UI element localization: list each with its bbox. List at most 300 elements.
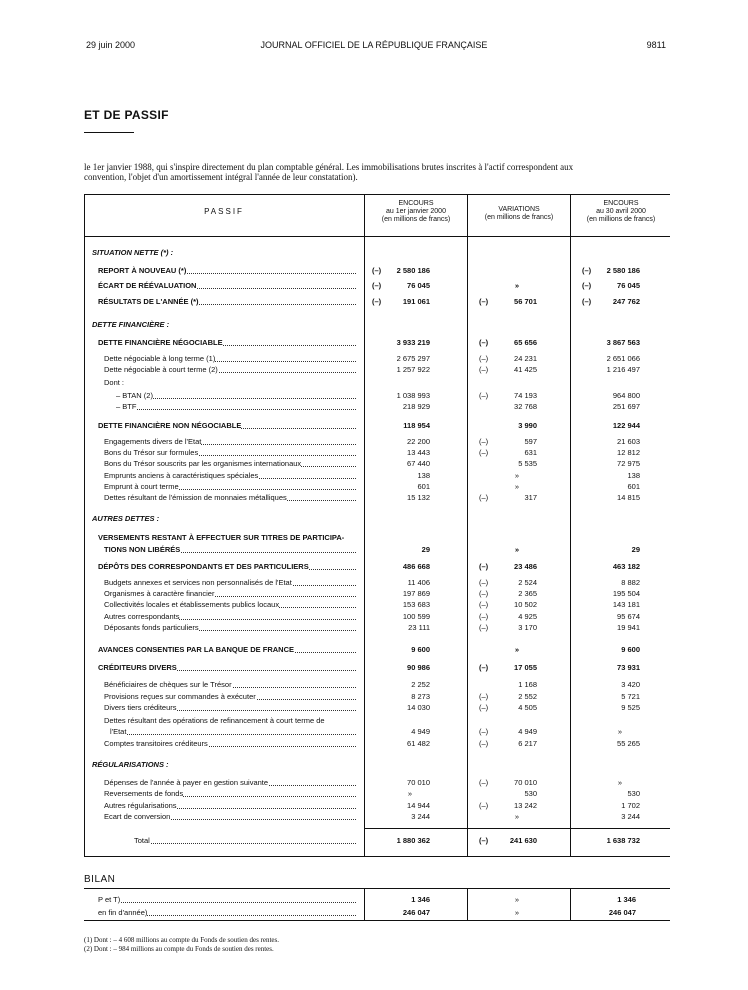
total-label	[134, 836, 356, 845]
table-row	[0, 778, 748, 788]
cell-value: 32 768	[514, 402, 537, 411]
row-label-text: AUTRES DETTES :	[92, 514, 160, 523]
cell-value: 67 440	[407, 459, 430, 468]
row-label-text: Emprunt à court terme	[104, 482, 179, 491]
cell-value: 6 217	[518, 739, 537, 748]
cell-value: 143 181	[612, 600, 640, 609]
table-row	[0, 578, 748, 588]
row-label	[98, 562, 356, 571]
row-label	[98, 663, 356, 672]
row-label	[98, 297, 356, 306]
row-label	[92, 320, 356, 329]
table-row	[0, 338, 748, 348]
sign-negative: (–)	[479, 727, 489, 736]
total-encours-avril: 1 638 732	[606, 836, 640, 845]
table-row	[0, 365, 748, 375]
table-row	[0, 378, 748, 388]
table-row	[0, 421, 748, 431]
sign-negative: (–)	[582, 297, 592, 306]
table-row	[0, 471, 748, 481]
cell-value: 3 170	[518, 623, 537, 632]
cell-value: 41 425	[514, 365, 537, 374]
cell-value: 597	[524, 437, 537, 446]
row-label-text: Collectivités locales et établissements publics locaux	[104, 600, 280, 609]
row-label-text: en fin d'année)	[98, 908, 148, 917]
bilan-title: BILAN	[84, 874, 116, 885]
cell-value: »	[617, 778, 623, 787]
row-label-text: Bénéficiaires de chèques sur le Trésor	[104, 680, 232, 689]
header-line: ENCOURS	[603, 200, 639, 207]
header-line: au 1er janvier 2000	[386, 208, 446, 215]
intro-line: convention, l'objet d'un amortissement intégral l'année de leur constatation).	[84, 172, 358, 182]
row-label-text: Ecart de conversion	[104, 812, 171, 821]
table-row	[0, 437, 748, 447]
table-row	[0, 459, 748, 469]
cell-value: 138	[417, 471, 430, 480]
cell-value: 2 580 186	[606, 266, 640, 275]
row-label-text: Dette négociable à long terme (1)	[104, 354, 216, 363]
cell-value: 601	[417, 482, 430, 491]
cell-value: 14 815	[617, 493, 640, 502]
cell-value: »	[617, 727, 623, 736]
row-label-text: – BTAN (2)	[116, 391, 153, 400]
cell-value: 95 674	[617, 612, 640, 621]
cell-value: 153 683	[402, 600, 430, 609]
row-label-text: Reversements de fonds	[104, 789, 184, 798]
intro-line: le 1er janvier 1988, qui s'inspire directement du plan comptable général. Les immobilisations brutes inscrites à l'actif correspondent aux	[84, 162, 574, 172]
row-label-text: Bons du Trésor souscrits par les organismes internationaux	[104, 459, 302, 468]
cell-value: 12 812	[617, 448, 640, 457]
column-header-variations	[469, 206, 569, 222]
cell-value: 11 406	[407, 578, 430, 587]
cell-value: 530	[627, 789, 640, 798]
row-label-text: Autres correspondants	[104, 612, 180, 621]
row-label-text: Provisions reçues sur commandes à exécuter	[104, 692, 256, 701]
row-label-text: Autres régularisations	[104, 801, 177, 810]
row-label-text: Divers tiers créditeurs	[104, 703, 177, 712]
table-left-border	[84, 194, 85, 856]
row-label	[98, 338, 356, 347]
column-header-encours-avril	[572, 200, 670, 224]
cell-value: »	[514, 645, 520, 654]
row-label	[104, 600, 356, 609]
table-row	[0, 402, 748, 412]
row-label-text: Dettes résultant des opérations de refinancement à court terme de	[104, 716, 325, 725]
cell-value: 3 420	[621, 680, 640, 689]
row-label	[104, 545, 356, 554]
row-label	[110, 727, 356, 736]
sign-negative: (–)	[479, 493, 489, 502]
cell-value: 14 030	[407, 703, 430, 712]
column-header-passif: PASSIF	[204, 207, 244, 216]
cell-value: 3 867 563	[606, 338, 640, 347]
cell-value: 218 929	[402, 402, 430, 411]
cell-value: 13 443	[407, 448, 430, 457]
cell-value: 246 047	[608, 908, 636, 917]
row-label-text: TIONS NON LIBÉRÉS	[104, 545, 181, 554]
row-label	[104, 448, 356, 457]
row-label	[104, 623, 356, 632]
cell-value: 195 504	[612, 589, 640, 598]
sign-negative: (–)	[372, 281, 382, 290]
leader-dots	[134, 843, 356, 844]
row-label-text: AVANCES CONSENTIES PAR LA BANQUE DE FRANCE	[98, 645, 294, 654]
cell-value: 1 346	[411, 895, 430, 904]
sign-negative: (–)	[479, 623, 489, 632]
cell-value: 2 675 297	[396, 354, 430, 363]
total-encours-janvier: 1 880 362	[396, 836, 430, 845]
cell-value: 10 502	[514, 600, 537, 609]
cell-value: 15 132	[407, 493, 430, 502]
cell-value: 8 273	[411, 692, 430, 701]
column-divider	[570, 194, 571, 856]
row-label-text: l'Etat	[110, 727, 127, 736]
row-label	[104, 459, 356, 468]
table-row	[0, 391, 748, 401]
table-row	[0, 514, 748, 524]
cell-value: 14 944	[407, 801, 430, 810]
table-row	[0, 739, 748, 749]
table-row	[0, 623, 748, 633]
cell-value: 247 762	[612, 297, 640, 306]
sign-negative: (–)	[479, 600, 489, 609]
table-row	[0, 703, 748, 713]
cell-value: 1 168	[518, 680, 537, 689]
row-label-text: Déposants fonds particuliers	[104, 623, 199, 632]
total-variations: 241 630	[509, 836, 537, 845]
cell-value: 486 668	[402, 562, 430, 571]
cell-value: 29	[421, 545, 430, 554]
row-label	[98, 281, 356, 290]
sign-negative: (–)	[479, 354, 489, 363]
cell-value: 55 265	[617, 739, 640, 748]
row-label-text: RÉSULTATS DE L'ANNÉE (*)	[98, 297, 199, 306]
sign-negative: (–)	[582, 266, 592, 275]
cell-value: 70 010	[407, 778, 430, 787]
title-underline	[84, 132, 134, 133]
cell-value: 61 482	[407, 739, 430, 748]
cell-value: 4 925	[518, 612, 537, 621]
bilan-top-rule	[84, 888, 670, 889]
sign-negative: (–)	[479, 739, 489, 748]
table-row	[0, 801, 748, 811]
table-row	[0, 281, 748, 291]
bilan-row	[0, 895, 748, 905]
table-row	[0, 545, 748, 555]
sign-negative: (–)	[479, 562, 489, 571]
sign-negative: (–)	[372, 266, 382, 275]
cell-value: 23 486	[514, 562, 537, 571]
row-label-text: REPORT À NOUVEAU (*)	[98, 266, 187, 275]
table-row	[0, 533, 748, 543]
header-page-number: 9811	[646, 40, 666, 50]
cell-value: 964 800	[612, 391, 640, 400]
cell-value: 74 193	[514, 391, 537, 400]
cell-value: 3 244	[621, 812, 640, 821]
sign-negative: (–)	[479, 437, 489, 446]
cell-value: 100 599	[402, 612, 430, 621]
table-row	[0, 600, 748, 610]
cell-value: 2 252	[411, 680, 430, 689]
row-label	[104, 437, 356, 446]
footnotes	[84, 936, 279, 954]
row-label	[98, 266, 356, 275]
table-top-rule	[84, 194, 670, 195]
cell-value: 3 933 219	[396, 338, 430, 347]
sign-negative: (–)	[479, 391, 489, 400]
row-label	[104, 789, 356, 798]
header-date: 29 juin 2000	[86, 40, 136, 50]
column-header-encours-janvier	[366, 200, 466, 224]
sign-negative: (–)	[479, 778, 489, 787]
cell-value: 8 882	[621, 578, 640, 587]
cell-value: 23 111	[408, 623, 430, 632]
cell-value: 17 055	[514, 663, 537, 672]
table-row	[0, 448, 748, 458]
table-bottom-rule	[84, 856, 670, 857]
sign-negative: (–)	[372, 297, 382, 306]
table-row	[0, 612, 748, 622]
row-label	[104, 578, 356, 587]
intro-text	[84, 162, 674, 182]
row-label	[104, 778, 356, 787]
row-label	[116, 391, 356, 400]
table-header-rule	[84, 236, 670, 237]
cell-value: »	[514, 471, 520, 480]
row-label	[104, 703, 356, 712]
row-label	[104, 716, 356, 725]
row-label	[104, 801, 356, 810]
leader-dots	[116, 409, 356, 410]
table-row	[0, 789, 748, 799]
table-row	[0, 482, 748, 492]
row-label-text: ÉCART DE RÉÉVALUATION	[98, 281, 197, 290]
table-row	[0, 727, 748, 737]
cell-value: 24 231	[514, 354, 537, 363]
row-label	[104, 692, 356, 701]
cell-value: 1 038 993	[396, 391, 430, 400]
cell-value: »	[514, 908, 520, 917]
cell-value: 1 216 497	[606, 365, 640, 374]
row-label-text: SITUATION NETTE (*) :	[92, 248, 174, 257]
header-line: VARIATIONS	[498, 206, 540, 213]
cell-value: »	[407, 789, 413, 798]
row-label	[116, 402, 356, 411]
cell-value: »	[514, 812, 520, 821]
cell-value: 251 697	[612, 402, 640, 411]
sign-negative: (–)	[479, 692, 489, 701]
cell-value: 631	[524, 448, 537, 457]
cell-value: 1 257 922	[396, 365, 430, 374]
row-label-text: DETTE FINANCIÈRE NÉGOCIABLE	[98, 338, 223, 347]
bilan-row	[0, 908, 748, 918]
cell-value: 9 600	[621, 645, 640, 654]
cell-value: »	[514, 482, 520, 491]
cell-value: 463 182	[612, 562, 640, 571]
row-label-text: DÉPÔTS DES CORRESPONDANTS ET DES PARTICULIERS	[98, 562, 309, 571]
column-divider	[467, 194, 468, 856]
table-row	[0, 760, 748, 770]
leader-dots	[98, 902, 356, 903]
row-label-text: Comptes transitoires créditeurs	[104, 739, 208, 748]
row-label-text: VERSEMENTS RESTANT À EFFECTUER SUR TITRES DE PARTICIPA-	[98, 533, 345, 542]
cell-value: 3 244	[411, 812, 430, 821]
cell-value: 90 986	[407, 663, 430, 672]
cell-value: 13 242	[514, 801, 537, 810]
row-label	[104, 493, 356, 502]
cell-value: 601	[627, 482, 640, 491]
total-rule	[364, 828, 670, 829]
cell-value: 197 869	[402, 589, 430, 598]
sign-negative: (–)	[479, 703, 489, 712]
cell-value: 1 702	[621, 801, 640, 810]
table-row	[0, 692, 748, 702]
row-label-text: RÉGULARISATIONS :	[92, 760, 169, 769]
row-label	[104, 471, 356, 480]
cell-value: 122 944	[612, 421, 640, 430]
row-label	[92, 514, 356, 523]
cell-value: 9 600	[411, 645, 430, 654]
table-row	[0, 663, 748, 673]
row-label-text: Bons du Trésor sur formules	[104, 448, 199, 457]
row-label-text: Dépenses de l'année à payer en gestion suivante	[104, 778, 269, 787]
row-label	[104, 354, 356, 363]
row-label-text: Dont :	[104, 378, 125, 387]
cell-value: 9 525	[621, 703, 640, 712]
header-line: (en millions de francs)	[381, 216, 451, 223]
row-label-text: CRÉDITEURS DIVERS	[98, 663, 177, 672]
footnote: (2) Dont : – 984 millions au compte du Fonds de soutien des rentes.	[84, 945, 274, 953]
cell-value: 65 656	[514, 338, 537, 347]
cell-value: 5 535	[518, 459, 537, 468]
cell-value: 73 931	[617, 663, 640, 672]
total-label-text: Total	[134, 836, 150, 845]
sign-negative: (–)	[479, 663, 489, 672]
row-label-text: Dette négociable à court terme (2)	[104, 365, 218, 374]
table-row	[0, 716, 748, 726]
section-title: ET DE PASSIF	[84, 108, 169, 122]
sign-negative: (–)	[479, 612, 489, 621]
cell-value: 191 061	[402, 297, 430, 306]
cell-value: »	[514, 281, 520, 290]
total-row	[0, 836, 748, 846]
row-label	[104, 378, 356, 387]
cell-value: 2 580 186	[396, 266, 430, 275]
table-row	[0, 297, 748, 307]
sign-negative: (–)	[479, 578, 489, 587]
cell-value: 22 200	[407, 437, 430, 446]
header-line: (en millions de francs)	[586, 216, 656, 223]
table-row	[0, 493, 748, 503]
row-label-text: DETTE FINANCIÈRE :	[92, 320, 170, 329]
table-row	[0, 589, 748, 599]
cell-value: 70 010	[514, 778, 537, 787]
cell-value: 21 603	[617, 437, 640, 446]
cell-value: 138	[627, 471, 640, 480]
column-divider	[364, 194, 365, 856]
cell-value: 76 045	[617, 281, 640, 290]
cell-value: 2 552	[518, 692, 537, 701]
cell-value: 56 701	[514, 297, 537, 306]
row-label-text: Budgets annexes et services non personnalisés de l'Etat	[104, 578, 292, 587]
sign-negative: (–)	[479, 297, 489, 306]
row-label	[104, 812, 356, 821]
header-line: ENCOURS	[398, 200, 434, 207]
table-row	[0, 354, 748, 364]
row-label	[92, 248, 356, 257]
row-label	[104, 365, 356, 374]
row-label	[98, 533, 356, 542]
header-line: au 30 avril 2000	[596, 208, 646, 215]
cell-value: 4 949	[411, 727, 430, 736]
row-label-text: – BTF	[116, 402, 137, 411]
row-label	[98, 908, 356, 917]
row-label	[98, 895, 356, 904]
leader-dots	[110, 734, 356, 735]
sign-negative: (–)	[479, 589, 489, 598]
header-line: (en millions de francs)	[484, 214, 554, 221]
cell-value: 2 651 066	[606, 354, 640, 363]
footnote: (1) Dont : – 4 608 millions au compte du Fonds de soutien des rentes.	[84, 936, 280, 944]
table-row	[0, 266, 748, 276]
cell-value: 3 990	[518, 421, 537, 430]
row-label	[104, 680, 356, 689]
table-row	[0, 248, 748, 258]
cell-value: 118 954	[403, 421, 430, 430]
cell-value: 1 346	[617, 895, 636, 904]
cell-value: 2 365	[518, 589, 537, 598]
cell-value: 76 045	[407, 281, 430, 290]
sign-negative: (–)	[582, 281, 592, 290]
row-label-text: DETTE FINANCIÈRE NON NÉGOCIABLE	[98, 421, 242, 430]
cell-value: 72 975	[617, 459, 640, 468]
row-label	[104, 612, 356, 621]
cell-value: 2 524	[518, 578, 537, 587]
row-label	[98, 421, 356, 430]
row-label	[92, 760, 356, 769]
cell-value: 19 941	[617, 623, 640, 632]
cell-value: 246 047	[402, 908, 430, 917]
table-row	[0, 562, 748, 572]
table-row	[0, 645, 748, 655]
row-label-text: Emprunts anciens à caractéristiques spéciales	[104, 471, 259, 480]
cell-value: 317	[524, 493, 537, 502]
row-label-text: Dettes résultant de l'émission de monnaies métalliques	[104, 493, 287, 502]
sign-negative: (–)	[479, 448, 489, 457]
row-label	[104, 739, 356, 748]
sign-negative: (–)	[479, 836, 489, 845]
cell-value: 4 505	[518, 703, 537, 712]
header-journal-title: JOURNAL OFFICIEL DE LA RÉPUBLIQUE FRANÇAISE	[260, 40, 488, 50]
cell-value: 530	[524, 789, 537, 798]
cell-value: 5 721	[621, 692, 640, 701]
table-row	[0, 680, 748, 690]
sign-negative: (–)	[479, 365, 489, 374]
row-label	[104, 589, 356, 598]
cell-value: »	[514, 895, 520, 904]
table-row	[0, 812, 748, 822]
table-row	[0, 320, 748, 330]
cell-value: »	[514, 545, 520, 554]
sign-negative: (–)	[479, 801, 489, 810]
cell-value: 4 949	[518, 727, 537, 736]
row-label	[98, 645, 356, 654]
sign-negative: (–)	[479, 338, 489, 347]
bilan-bottom-rule	[84, 920, 670, 921]
row-label-text: P et T)	[98, 895, 121, 904]
row-label-text: Engagements divers de l'Etat	[104, 437, 202, 446]
cell-value: 29	[631, 545, 640, 554]
